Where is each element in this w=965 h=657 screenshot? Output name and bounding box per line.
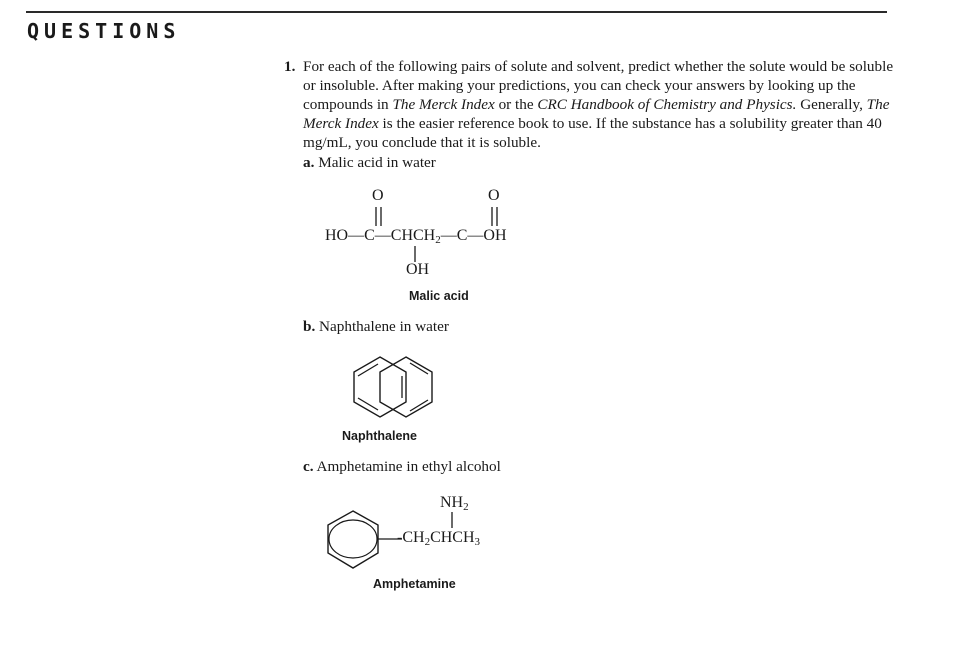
part-b-text: Naphthalene in water [319, 318, 449, 335]
reference-crc: CRC Handbook of Chemistry and Physics. [537, 96, 797, 113]
part-c-label: c. [303, 458, 314, 475]
part-a-label: a. [303, 154, 315, 171]
question-number: 1. [284, 58, 296, 75]
hydroxyl-group: OH [406, 261, 430, 278]
caption-malic-acid: Malic acid [409, 289, 469, 303]
section-heading: QUESTIONS [27, 19, 181, 43]
caption-amphetamine: Amphetamine [373, 577, 456, 591]
malic-acid-formula: $HO—C—CHCH_2—C—OH$ [325, 227, 507, 246]
question-1 [284, 57, 894, 152]
part-c-text: Amphetamine in ethyl alcohol [316, 458, 501, 475]
part-b-label: b. [303, 318, 316, 335]
part-a-text: Malic acid in water [318, 154, 436, 171]
carbonyl-o-left: O [372, 187, 384, 204]
reference-merck: The Merck Index [392, 96, 495, 113]
question-text: For each of the following pairs of solute and solvent, predict whether the solute would be soluble or insoluble. After making your predictions, you can check your answers by looking up the compounds in The Merck Index or the CRC Handbook of Chemistry and Physics. Generally, The Merck Index is the easier reference book to use. If the substance has a solubility greater than 40 mg/mL, you conclude that it is soluble. [303, 58, 894, 151]
amine-group: $NH_2$ [440, 494, 469, 513]
side-chain: $-CH_2CHCH_3$ [397, 529, 481, 548]
reference-merck-2: The Merck Index [303, 96, 890, 132]
part-c [303, 457, 501, 476]
top-rule [26, 11, 887, 13]
part-a [303, 153, 436, 172]
part-b [303, 317, 449, 336]
benzene-ring [0, 0, 1, 1]
carbonyl-o-right: O [488, 187, 500, 204]
caption-naphthalene: Naphthalene [342, 429, 418, 443]
